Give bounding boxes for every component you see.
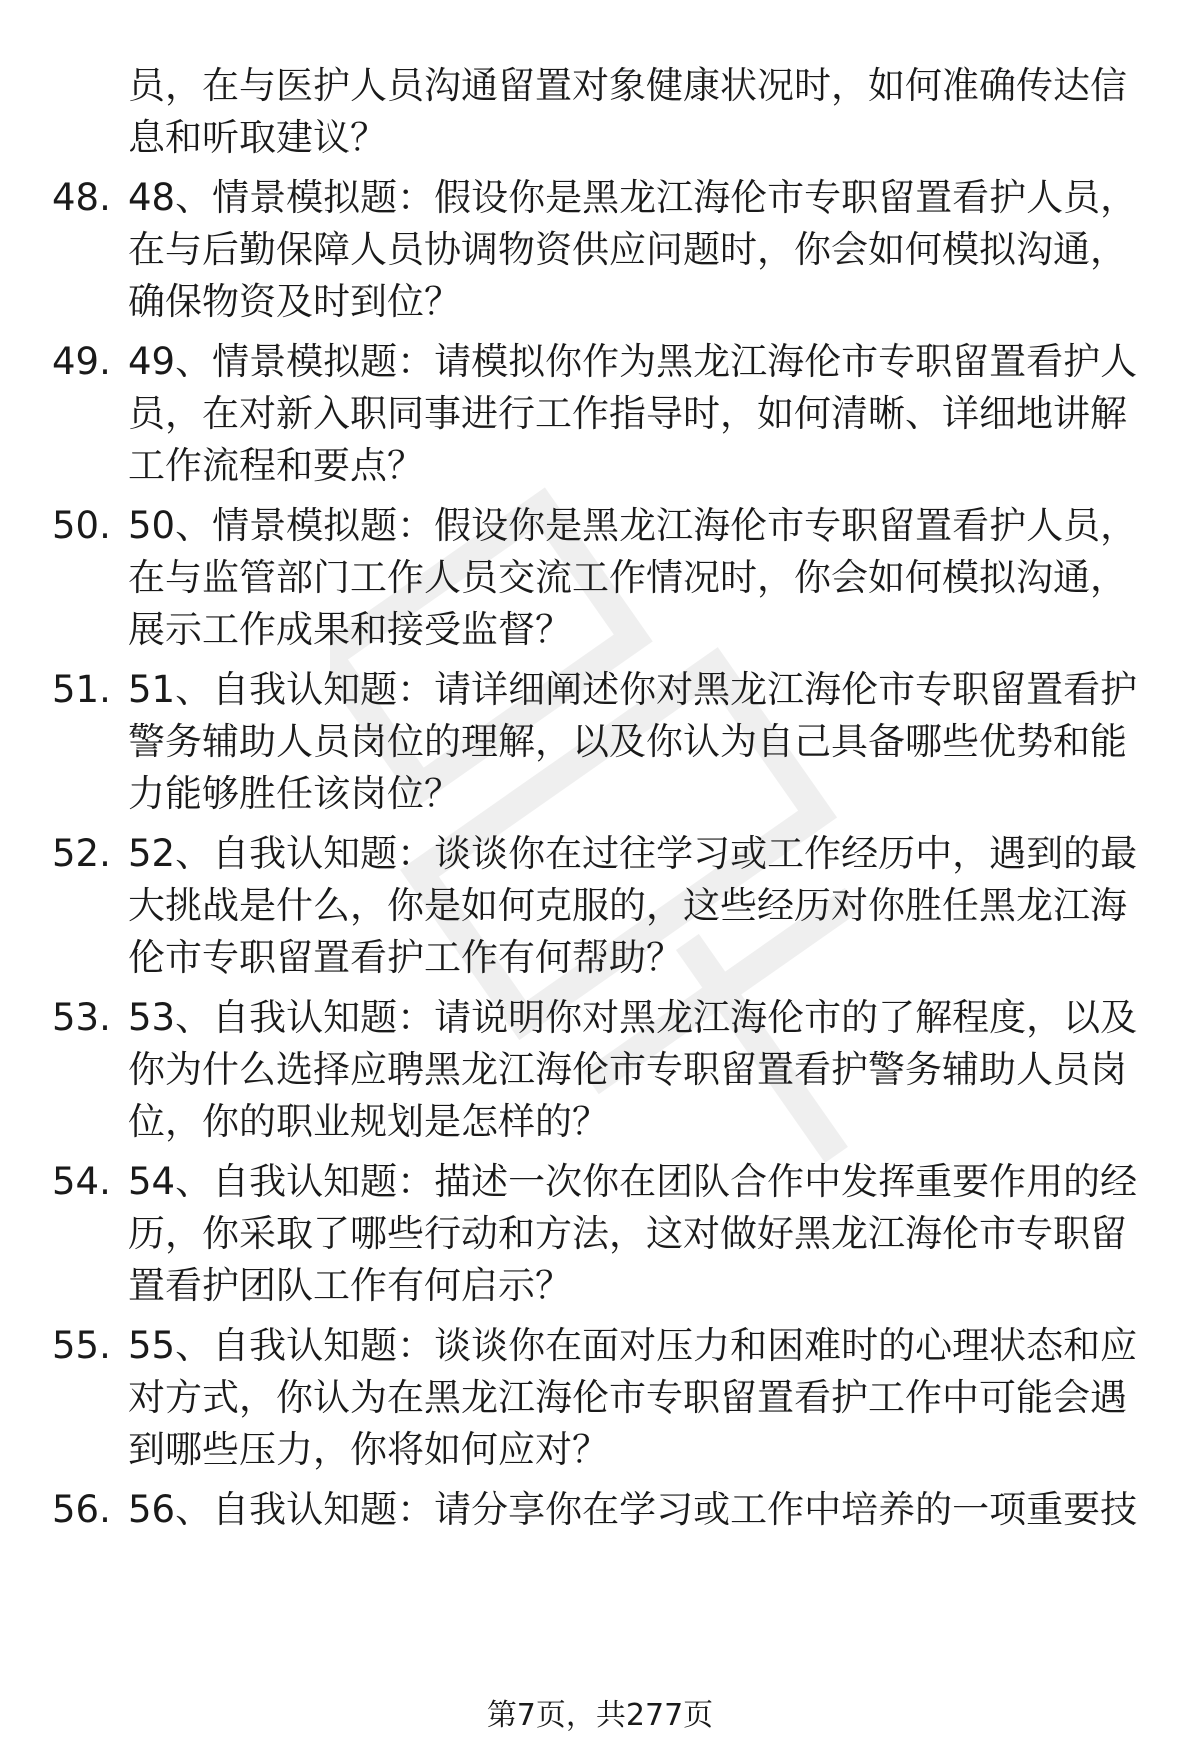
question-text: 53、自我认知题：请说明你对黑龙江海伦市的了解程度，以及你为什么选择应聘黑龙江海伦市专职留置看护警务辅助人员岗位，你的职业规划是怎样的？ (128, 996, 1138, 1143)
page-footer: 第7页，共277页 (486, 1698, 714, 1733)
question-text: 49、情景模拟题：请模拟你作为黑龙江海伦市专职留置看护人员，在对新入职同事进行工作指导时，如何清晰、详细地讲解工作流程和要点？ (128, 340, 1138, 487)
question-number: 55. (52, 1324, 111, 1367)
question-text: 48、情景模拟题：假设你是黑龙江海伦市专职留置看护人员，在与后勤保障人员协调物资供应问题时，你会如何模拟沟通，确保物资及时到位？ (128, 176, 1138, 323)
list-item (52, 172, 1152, 328)
question-text: 50、情景模拟题：假设你是黑龙江海伦市专职留置看护人员，在与监管部门工作人员交流工作情况时，你会如何模拟沟通，展示工作成果和接受监督？ (128, 504, 1138, 651)
list-item (52, 500, 1152, 656)
list-item (52, 336, 1152, 492)
question-text: 54、自我认知题：描述一次你在团队合作中发挥重要作用的经历，你采取了哪些行动和方法，这对做好黑龙江海伦市专职留置看护团队工作有何启示？ (128, 1160, 1138, 1307)
list-item (52, 1156, 1152, 1312)
question-number: 50. (52, 504, 111, 547)
question-number: 48. (52, 176, 111, 219)
question-number: 54. (52, 1160, 111, 1203)
question-number: 51. (52, 668, 111, 711)
question-text: 56、自我认知题：请分享你在学习或工作中培养的一项重要技 (128, 1488, 1138, 1531)
question-number: 53. (52, 996, 111, 1039)
list-item (52, 664, 1152, 820)
list-item (52, 1484, 1152, 1536)
question-number: 49. (52, 340, 111, 383)
continued-question-text: 员，在与医护人员沟通留置对象健康状况时，如何准确传达信息和听取建议？ (128, 64, 1127, 159)
list-item (52, 992, 1152, 1148)
list-item (52, 828, 1152, 984)
question-text: 55、自我认知题：谈谈你在面对压力和困难时的心理状态和应对方式，你认为在黑龙江海伦市专职留置看护工作中可能会遇到哪些压力，你将如何应对？ (128, 1324, 1138, 1471)
question-number: 56. (52, 1488, 111, 1531)
question-text: 51、自我认知题：请详细阐述你对黑龙江海伦市专职留置看护警务辅助人员岗位的理解，以及你认为自己具备哪些优势和能力能够胜任该岗位？ (128, 668, 1138, 815)
list-item (52, 1320, 1152, 1476)
question-number: 52. (52, 832, 111, 875)
question-text: 52、自我认知题：谈谈你在过往学习或工作经历中，遇到的最大挑战是什么，你是如何克服的，这些经历对你胜任黑龙江海伦市专职留置看护工作有何帮助？ (128, 832, 1138, 979)
